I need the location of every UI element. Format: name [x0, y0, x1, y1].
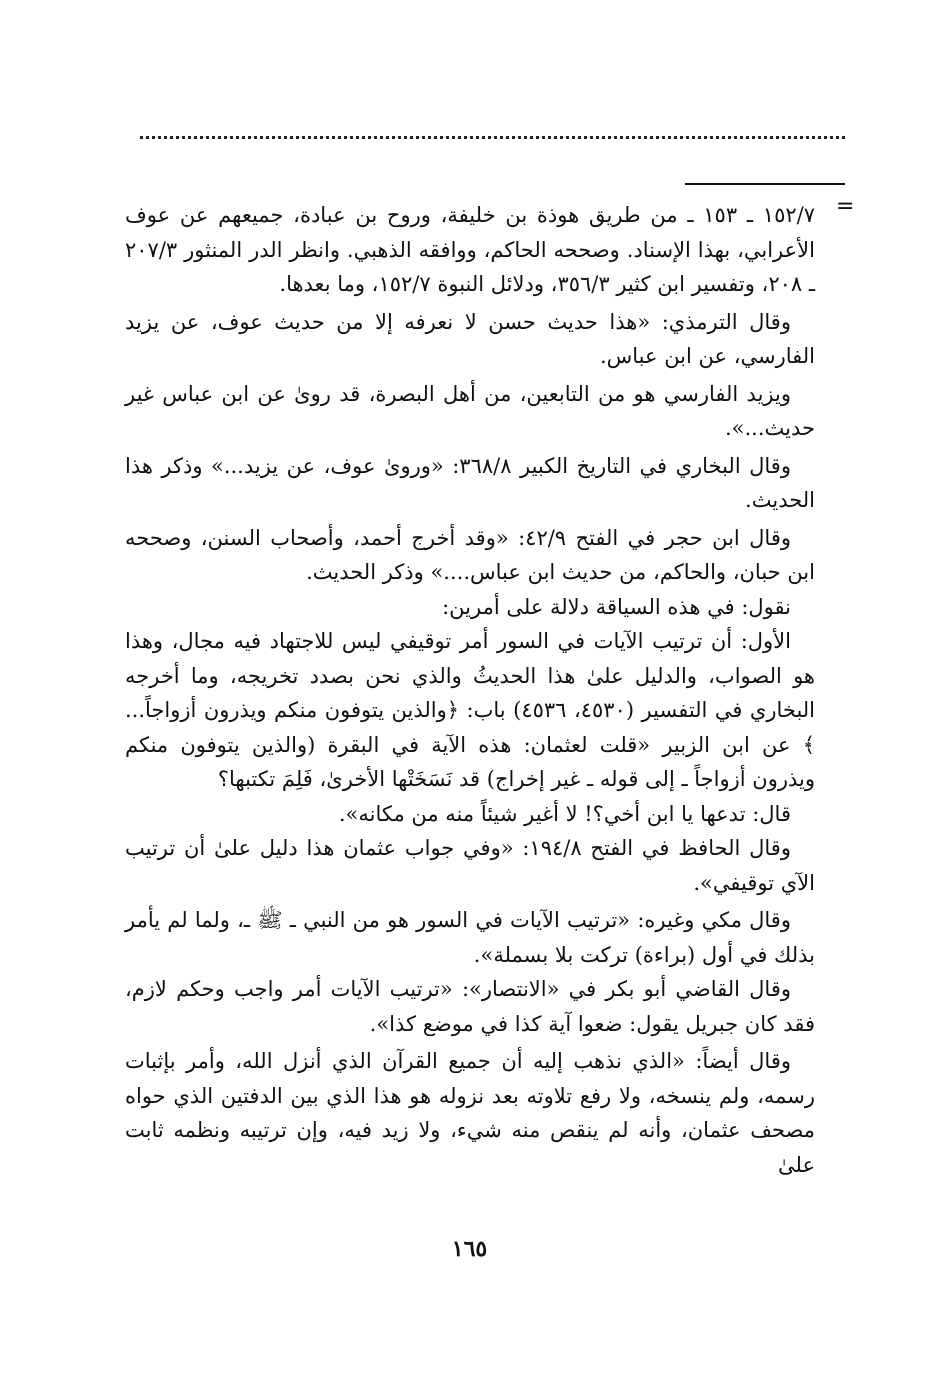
page-number: ١٦٥ [451, 1236, 488, 1262]
paragraph: ١٥٢/٧ ـ ١٥٣ ـ من طريق هوذة بن خليفة، وروح بن عبادة، جميعهم عن عوف الأعرابي، بهذا الإسناد. وصححه الحاكم، ووافقه الذهبي. وانظر الدر المنثور ٢٠٧/٣ ـ ٢٠٨، وتفسير ابن كثير ٣٥٦/٣، ودلائل النبوة ١٥٢/٧، وما بعدها. [125, 203, 815, 296]
paragraph: وقال البخاري في التاريخ الكبير ٣٦٨/٨: «وروىٰ عوف، عن يزيد...» وذكر هذا الحديث. [125, 453, 815, 512]
paragraph: وقال مكي وغيره: «ترتيب الآيات في السور هو من النبي ـ ﷺ ـ، ولما لم يأمر بذلك في أول (براءة) تركت بلا بسملة». [125, 908, 815, 967]
paragraph: وقال القاضي أبو بكر في «الانتصار»: «ترتيب الآيات أمر واجب وحكم لازم، فقد كان جبريل يقول: ضعوا آية كذا في موضع كذا». [125, 977, 815, 1036]
paragraph: وقال الترمذي: «هذا حديث حسن لا نعرفه إلا من حديث عوف، عن يزيد الفارسي، عن ابن عباس. [125, 309, 815, 368]
continuation-mark: = [836, 194, 855, 219]
paragraph: وقال الحافظ في الفتح ١٩٤/٨: «وفي جواب عثمان هذا دليل علىٰ أن ترتيب الآي توقيفي». [125, 836, 815, 895]
paragraph: وقال ابن حجر في الفتح ٤٢/٩: «وقد أخرج أحمد، وأصحاب السنن، وصححه ابن حبان، والحاكم، من حديث ابن عباس....» وذكر الحديث. [125, 525, 815, 584]
paragraph: ويزيد الفارسي هو من التابعين، من أهل البصرة، قد روىٰ عن ابن عباس غير حديث...». [125, 381, 815, 440]
paragraph: قال: تدعها يا ابن أخي؟! لا أغير شيئاً منه من مكانه». [338, 801, 791, 826]
dotted-separator [140, 136, 845, 149]
footnote-rule [685, 183, 845, 185]
footnote-text [125, 198, 815, 1182]
paragraph: وقال أيضاً: «الذي نذهب إليه أن جميع القرآن الذي أنزل الله، وأمر بإثبات رسمه، ولم ينسخه، ولا رفع تلاوته بعد نزوله هو هذا الذي بين الدفتين الذي حواه مصحف عثمان، وأنه لم ينقص منه شيء، ولا زيد فيه، وإن ترتيبه ونظمه ثابت علىٰ [125, 1049, 815, 1177]
paragraph: نقول: في هذه السياقة دلالة على أمرين: [442, 594, 791, 619]
paragraph: الأول: أن ترتيب الآيات في السور أمر توقيفي ليس للاجتهاد فيه مجال، وهذا هو الصواب، والدليل علىٰ هذا الحديثُ والذي نحن بصدد تخريجه، وما أخرجه البخاري في التفسير (٤٥٣٠، ٤٥٣٦) باب: ﴿والذين يتوفون منكم ويذرون أزواجاً... ﴾ عن ابن الزبير «قلت لعثمان: هذه الآية في البقرة (والذين يتوفون منكم ويذرون أزواجاً ـ إلى قوله ـ غير إخراج) قد نَسَخَتْها الأخرىٰ، فَلِمَ تكتبها؟ [125, 629, 816, 791]
